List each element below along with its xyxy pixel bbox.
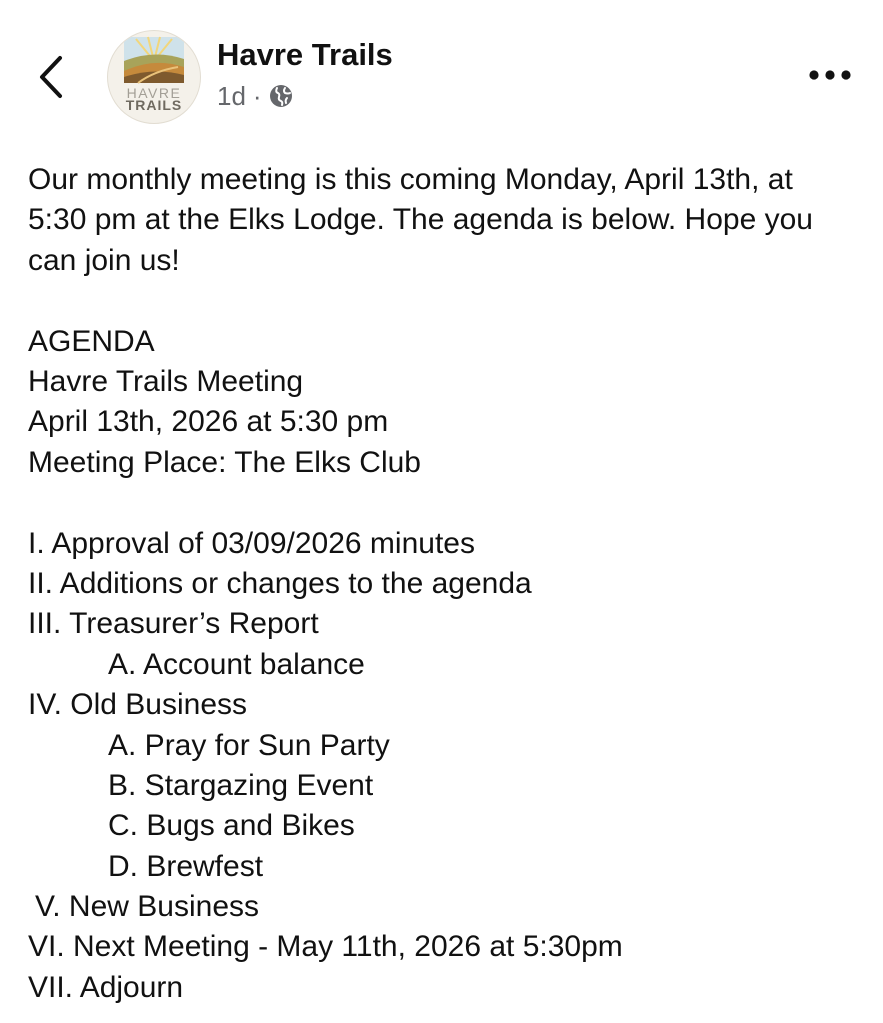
post-meta	[217, 82, 293, 111]
meeting-datetime: April 13th, 2026 at 5:30 pm	[28, 405, 389, 439]
agenda-item: VII. Adjourn	[28, 970, 184, 1004]
paragraph-gap	[28, 483, 858, 523]
avatar[interactable]	[107, 30, 201, 124]
meeting-place: Meeting Place: The Elks Club	[28, 445, 421, 479]
avatar-text-line2: TRAILS	[125, 97, 183, 113]
agenda-subitem: C. Bugs and Bikes	[108, 809, 355, 843]
back-button[interactable]	[30, 52, 74, 102]
agenda-item: III. Treasurer’s Report	[28, 607, 319, 641]
paragraph-gap	[28, 281, 858, 321]
agenda-subitem: A. Account balance	[108, 647, 365, 681]
more-options-button[interactable]	[805, 60, 855, 90]
chevron-left-icon	[30, 52, 74, 102]
post-header	[0, 0, 883, 140]
agenda-item: V. New Business	[35, 890, 260, 924]
agenda-subitem: A. Pray for Sun Party	[108, 728, 390, 762]
page-name-link[interactable]: Havre Trails	[217, 37, 393, 72]
agenda-item: IV. Old Business	[28, 688, 248, 722]
agenda-item: II. Additions or changes to the agenda	[28, 566, 532, 600]
post-timestamp[interactable]: 1d	[217, 81, 246, 111]
globe-icon[interactable]	[269, 84, 293, 108]
post-body	[28, 160, 858, 1008]
meeting-name: Havre Trails Meeting	[28, 365, 304, 398]
meta-separator: ·	[252, 81, 262, 111]
agenda-subitem: D. Brewfest	[108, 849, 264, 883]
post-intro: Our monthly meeting is this coming Monday, April 13th, at 5:30 pm at the Elks Lodge. The agenda is below. Hope you can join us!	[28, 163, 813, 277]
avatar-text-line1: HAVRE	[126, 85, 182, 101]
agenda-item: I. Approval of 03/09/2026 minutes	[28, 526, 475, 560]
agenda-title: AGENDA	[28, 324, 155, 358]
agenda-subitem: B. Stargazing Event	[108, 768, 374, 802]
more-horizontal-icon	[805, 60, 855, 90]
agenda-item: VI. Next Meeting - May 11th, 2026 at 5:30pm	[28, 930, 623, 964]
